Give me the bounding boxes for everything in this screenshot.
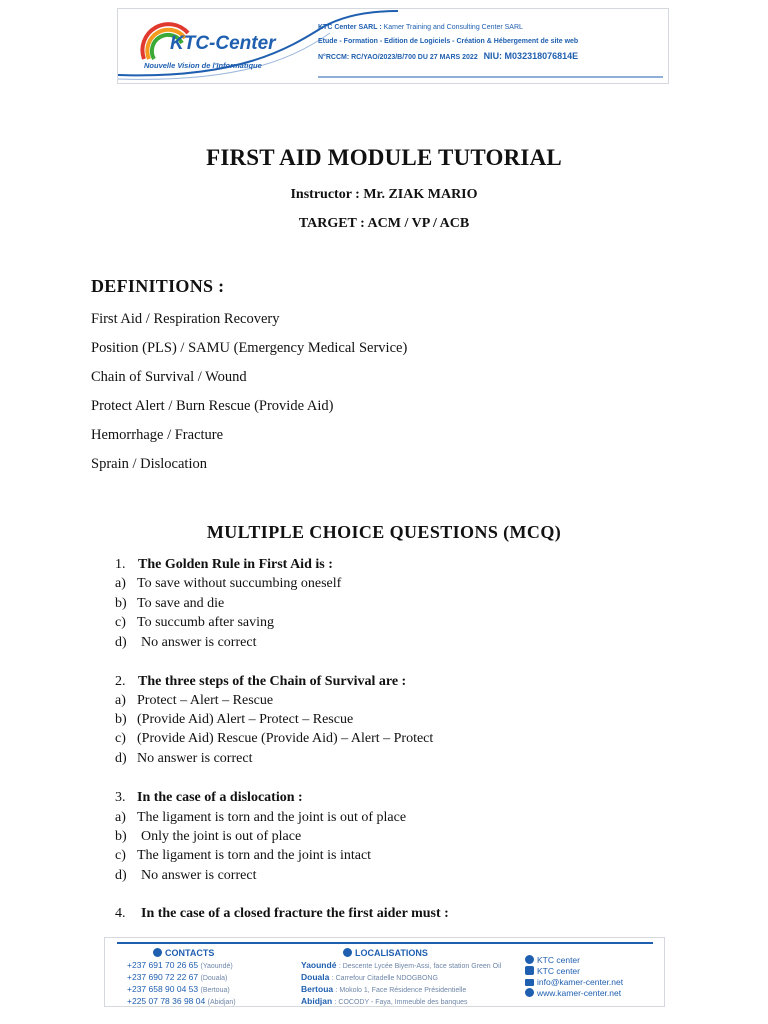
company-name: Kamer Training and Consulting Center SARL — [383, 24, 523, 31]
letterhead-banner — [117, 8, 669, 84]
contacts-list — [127, 960, 236, 1008]
option-text: (Provide Aid) Rescue (Provide Aid) – Alert – Protect — [137, 731, 434, 746]
option-label: b) — [115, 829, 127, 844]
option-text: No answer is correct — [137, 751, 253, 766]
social-text: KTC center — [537, 955, 580, 965]
social-entry — [525, 988, 623, 999]
company-info — [318, 21, 578, 65]
option-text: The ligament is torn and the joint is intact — [137, 848, 372, 863]
option-label: b) — [115, 712, 127, 727]
instagram-icon — [525, 966, 534, 975]
location-city: Abidjan — [301, 996, 333, 1006]
option-text: (Provide Aid) Alert – Protect – Rescue — [137, 712, 354, 727]
location-entry — [301, 984, 501, 996]
social-entry — [525, 966, 623, 977]
phone-entry — [127, 996, 236, 1008]
document-title: FIRST AID MODULE TUTORIAL — [206, 145, 562, 170]
location-address: : Mokolo 1, Face Résidence Présidentielle — [335, 987, 467, 994]
instructor-line: Instructor : Mr. ZIAK MARIO — [290, 187, 478, 202]
definition-item: First Aid / Respiration Recovery — [91, 311, 280, 327]
location-entry — [301, 972, 501, 984]
location-address: : Carrefour Citadelle NDOGBONG — [331, 975, 438, 982]
phone-icon — [153, 948, 162, 957]
definition-item: Chain of Survival / Wound — [91, 369, 247, 385]
logo-tagline: Nouvelle Vision de l'Informatique — [144, 61, 262, 70]
option-label: d) — [115, 868, 127, 883]
option-text: To save without succumbing oneself — [137, 576, 342, 591]
social-entry — [525, 955, 623, 966]
option-text: Protect – Alert – Rescue — [137, 693, 274, 708]
social-text: info@kamer-center.net — [537, 977, 624, 987]
question-number: 2. — [115, 674, 126, 689]
phone-entry — [127, 960, 236, 972]
question-text: The three steps of the Chain of Survival are : — [138, 674, 407, 689]
company-services: Etude - Formation - Edition de Logiciels - Création & Hébergement de site web — [318, 38, 579, 45]
phone-city: (Bertoua) — [200, 987, 230, 994]
locations-heading: LOCALISATIONS — [343, 948, 428, 958]
mail-icon — [525, 979, 534, 986]
option-text: The ligament is torn and the joint is out of place — [137, 810, 407, 825]
phone-number: +225 07 78 36 98 04 — [127, 996, 206, 1006]
option-label: c) — [115, 615, 126, 630]
phone-city: (Yaoundé) — [200, 963, 233, 970]
footer-divider — [117, 942, 653, 944]
locations-list — [301, 960, 501, 1008]
question-text: In the case of a dislocation : — [137, 790, 303, 805]
option-label: c) — [115, 848, 126, 863]
option-text: No answer is correct — [141, 868, 257, 883]
location-city: Douala — [301, 972, 330, 982]
target-line: TARGET : ACM / VP / ACB — [298, 216, 470, 231]
definition-item: Position (PLS) / SAMU (Emergency Medical Service) — [91, 340, 408, 356]
phone-number: +237 691 70 26 65 — [127, 960, 199, 970]
option-label: c) — [115, 731, 126, 746]
phone-entry — [127, 984, 236, 996]
phone-entry — [127, 972, 236, 984]
location-address: : COCODY - Faya, Immeuble des banques — [334, 999, 468, 1006]
question-number: 1. — [115, 557, 126, 572]
phone-city: (Abidjan) — [207, 999, 236, 1006]
option-text: To succumb after saving — [137, 615, 275, 630]
phone-number: +237 658 90 04 53 — [127, 984, 199, 994]
option-label: d) — [115, 635, 127, 650]
question-number: 3. — [115, 790, 126, 805]
company-rccm: N°RCCM: RC/YAO/2023/B/700 DU 27 MARS 2022 — [318, 54, 478, 61]
contacts-heading: CONTACTS — [153, 948, 214, 958]
question-text: In the case of a closed fracture the first aider must : — [141, 906, 449, 921]
option-text: Only the joint is out of place — [141, 829, 302, 844]
question-number: 4. — [115, 906, 126, 921]
option-text: To save and die — [137, 596, 225, 611]
location-city: Yaoundé — [301, 960, 337, 970]
option-label: d) — [115, 751, 127, 766]
option-label: a) — [115, 693, 126, 708]
option-label: a) — [115, 576, 126, 591]
phone-city: (Douala) — [200, 975, 228, 982]
question-text: The Golden Rule in First Aid is : — [138, 557, 333, 572]
social-entry — [525, 977, 623, 988]
company-prefix: KTC Center SARL : — [318, 24, 382, 31]
social-text: www.kamer-center.net — [537, 988, 622, 998]
location-address: : Descente Lycée Biyem-Assi, face station Green Oil — [338, 963, 502, 970]
definitions-heading: DEFINITIONS : — [91, 276, 225, 296]
definition-item: Sprain / Dislocation — [91, 456, 207, 472]
location-pin-icon — [343, 948, 352, 957]
phone-number: +237 690 72 22 67 — [127, 972, 199, 982]
location-entry — [301, 960, 501, 972]
definition-item: Protect Alert / Burn Rescue (Provide Aid) — [91, 398, 334, 414]
facebook-icon — [525, 955, 534, 964]
option-label: b) — [115, 596, 127, 611]
social-text: KTC center — [537, 966, 580, 976]
company-niu: NIU: M032318076814E — [483, 51, 579, 61]
ktc-logo — [138, 19, 288, 77]
location-entry — [301, 996, 501, 1008]
globe-icon — [525, 988, 534, 997]
mcq-heading: MULTIPLE CHOICE QUESTIONS (MCQ) — [206, 522, 562, 542]
social-list — [525, 955, 623, 999]
option-label: a) — [115, 810, 126, 825]
option-text: No answer is correct — [141, 635, 257, 650]
location-city: Bertoua — [301, 984, 334, 994]
logo-name: KTC-Center — [170, 33, 276, 54]
definition-item: Hemorrhage / Fracture — [91, 427, 224, 443]
contact-footer — [104, 937, 665, 1007]
